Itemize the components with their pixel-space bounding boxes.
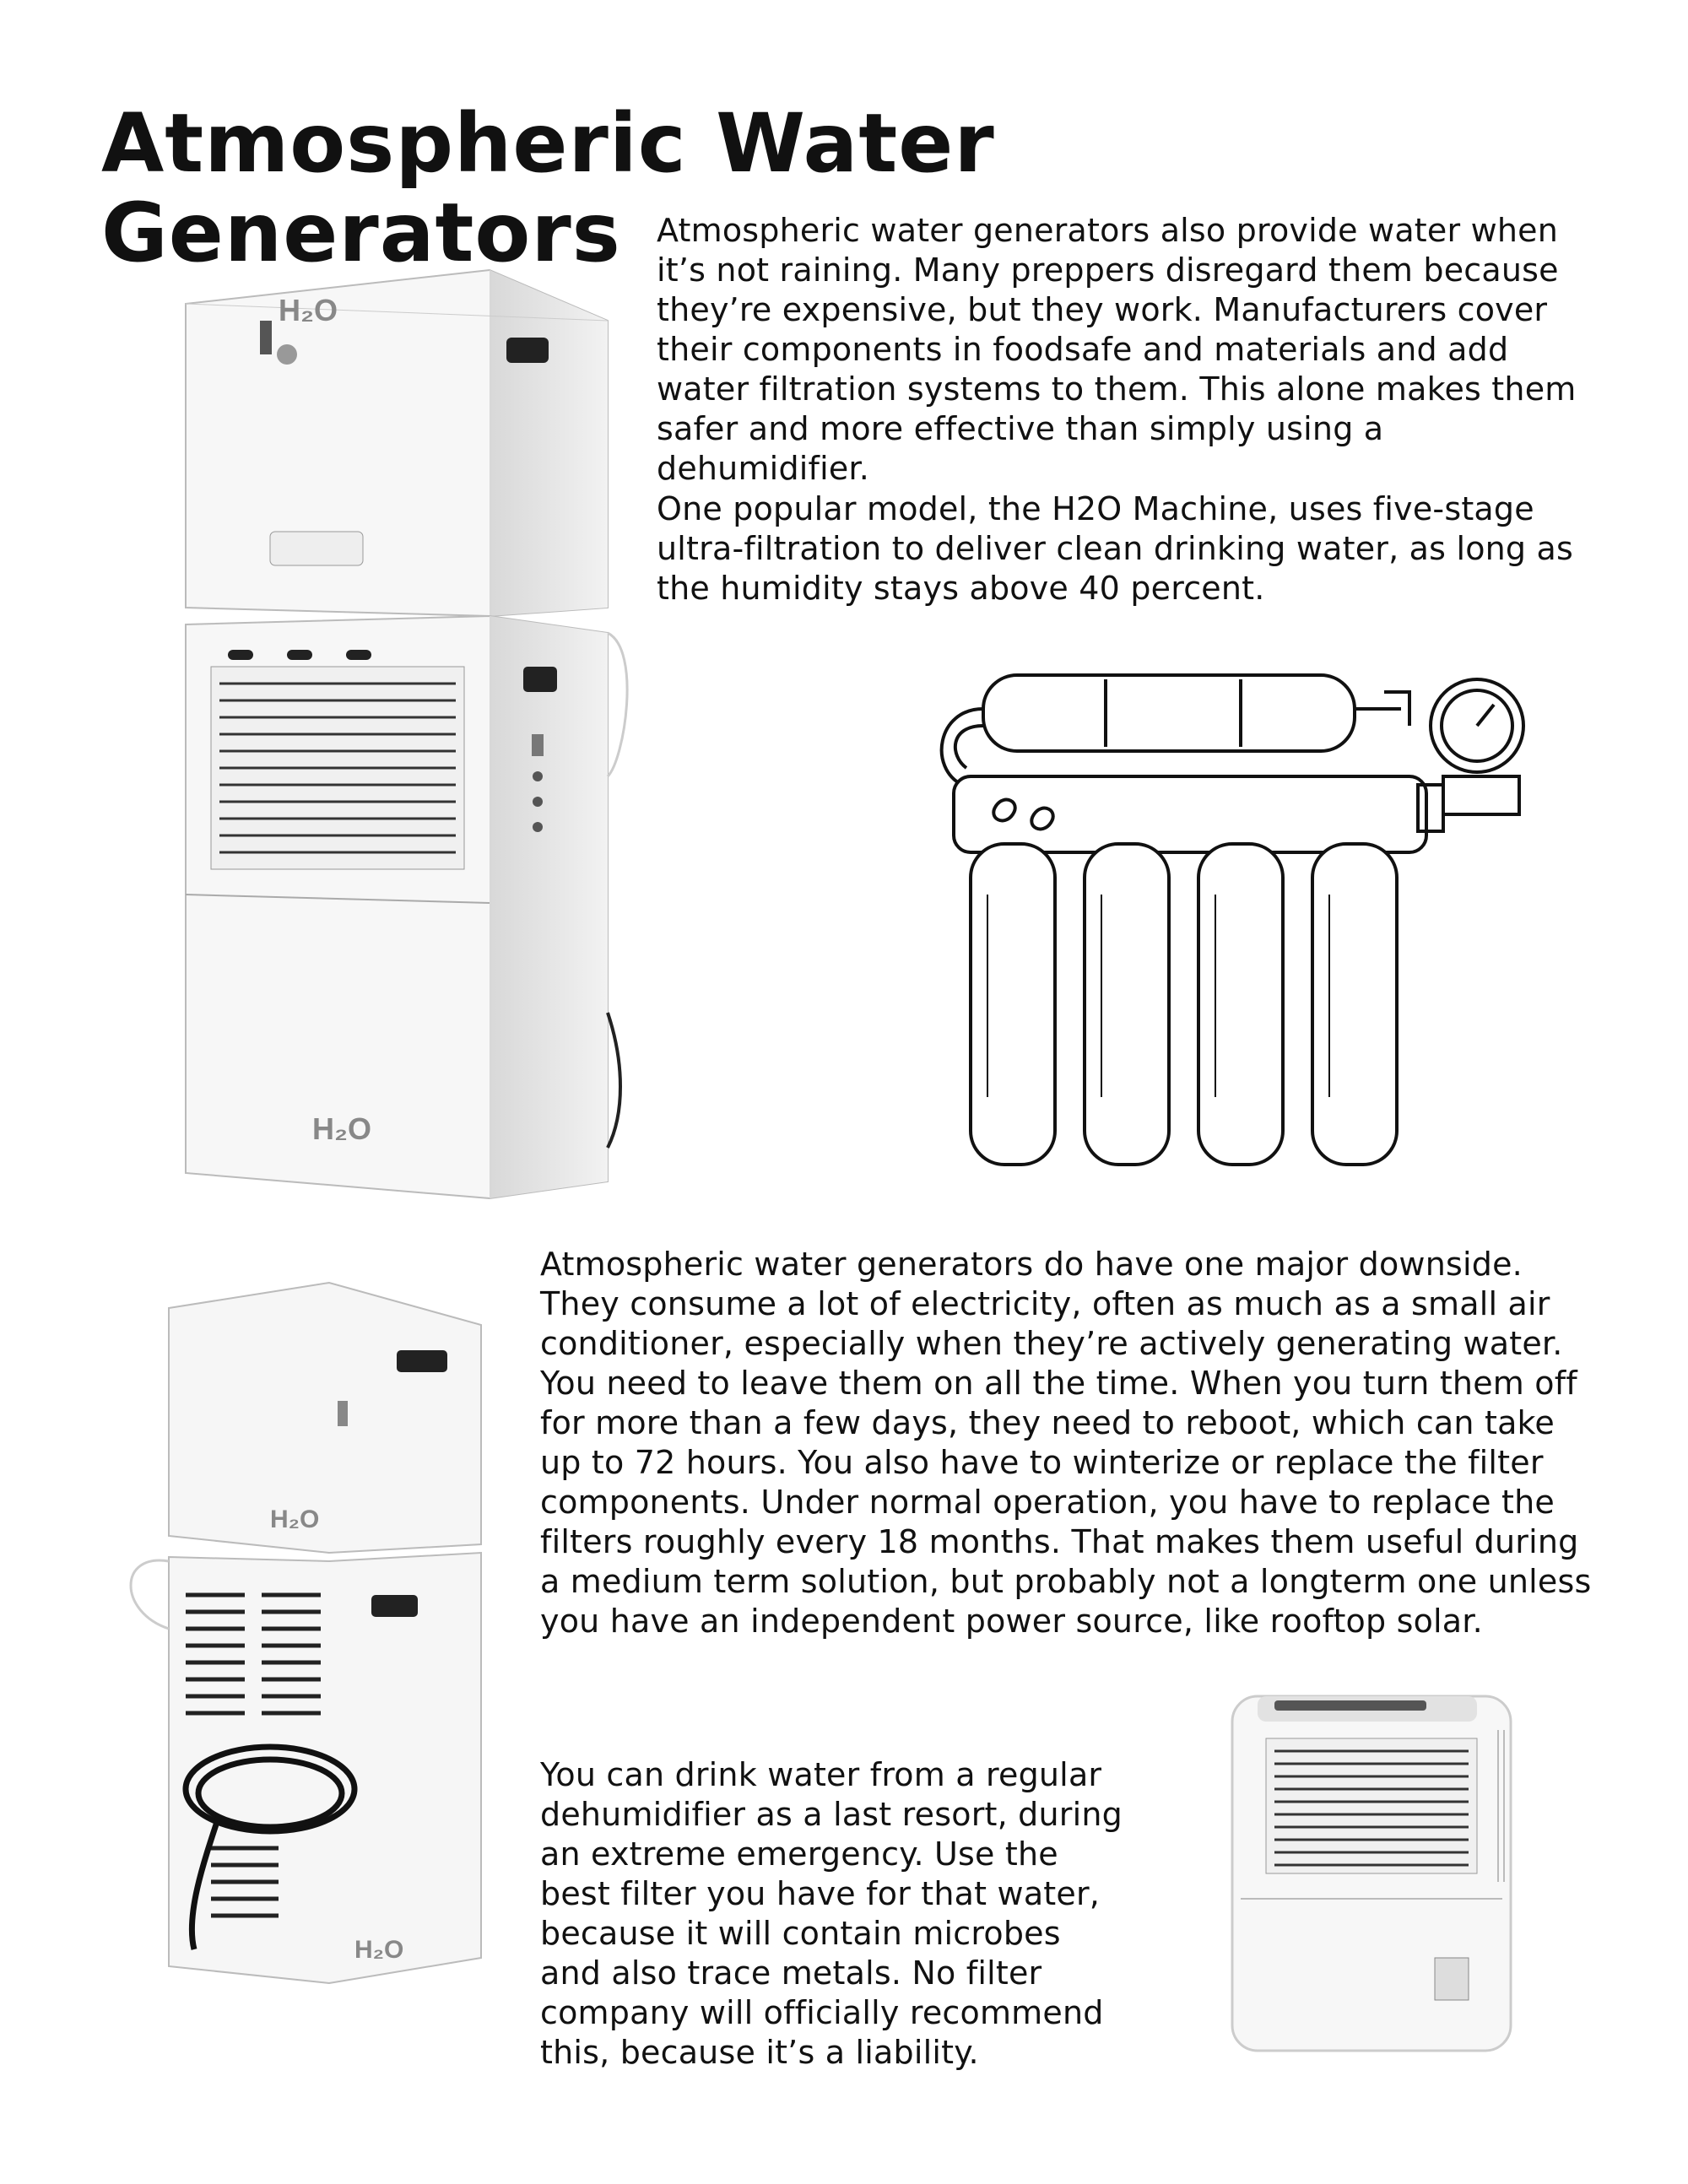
page-title: Atmospheric Water Generators — [101, 96, 995, 280]
h2o-logo-back-bottom: H₂O — [354, 1936, 404, 1964]
generator-front-image — [169, 253, 641, 1249]
downside-paragraph: Atmospheric water generators do have one major downside. They consume a lot of electricity, often as much as a small air conditioner, especially when they’re actively generating water. You need to leave them on all the time. When you turn them off for more than a few days, they need to reboot, which can take up to 72 hours. You also have to winterize or replace the filter components. Under normal operation, you have to replace the filters roughly every 18 months. That makes them useful during a medium term solution, but probably not a longterm one unless you have an independent power source, like rooftop solar. — [540, 1246, 1592, 1640]
dehumidifier-image — [1224, 1679, 1536, 2068]
h2o-logo-back-top: H₂O — [270, 1506, 320, 1533]
h2o-logo-top: H₂O — [279, 293, 338, 327]
intro-paragraph: Atmospheric water generators also provide water when it’s not raining. Many preppers disregard them because they’re expensive, but they work. Manufacturers cover their components in foodsafe and materials and add water filtration systems to them. This alone makes them safer and more effective than simply using a dehumidifier. — [657, 212, 1577, 487]
h2o-logo-bottom: H₂O — [312, 1111, 371, 1146]
filter-system-image — [903, 658, 1561, 1198]
generator-back-image — [101, 1274, 523, 2008]
h2o-machine-paragraph: One popular model, the H2O Machine, uses five-stage ultra-filtration to deliver clean drinking water, as long as the humidity stays above 40 percent. — [657, 490, 1574, 607]
dehumidifier-paragraph: You can drink water from a regular dehumidifier as a last resort, during an extreme emergency. Use the best filter you have for that water, because it will contain microbes and also trace metals. No filter company will officially recommend this, because it’s a liability. — [540, 1756, 1123, 2071]
